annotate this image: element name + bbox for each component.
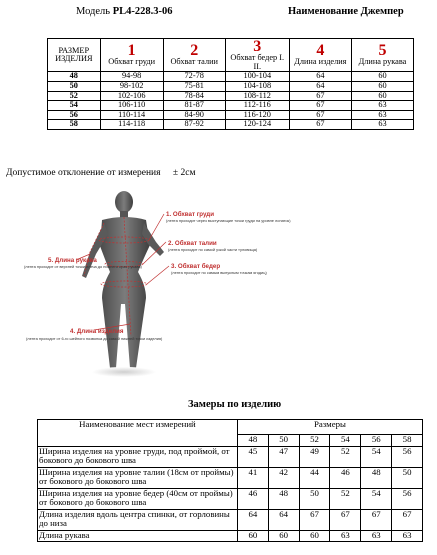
measurement-figure-svg [24, 190, 344, 380]
product-name-header [288, 6, 404, 17]
measurement-value: 52 [330, 447, 361, 468]
size-header-cell [48, 39, 101, 72]
chest-cell: 98-102 [100, 82, 163, 92]
measurement-name: Ширина изделия на уровне бедер (40см от проймы) от бокового до бокового шва [38, 489, 238, 510]
size-table-header-row [48, 39, 414, 72]
measurement-value: 64 [237, 510, 268, 531]
sleeve-cell: 60 [351, 82, 413, 92]
size-header: 50 [268, 435, 299, 447]
measurement-name: Ширина изделия на уровне талии (18см от проймы) от бокового до бокового шва [38, 468, 238, 489]
hips-cell: 108-112 [225, 91, 289, 101]
sleeve-cell: 60 [351, 72, 413, 82]
measurement-name: Длина рукава [38, 531, 238, 542]
col-header-2 [163, 39, 225, 72]
label-hips [171, 263, 267, 275]
table-row [38, 531, 423, 542]
col-label: Обхват талии [170, 57, 218, 67]
measurement-figure [24, 190, 344, 380]
table-row [38, 510, 423, 531]
size-header: 54 [330, 435, 361, 447]
col-header-4 [289, 39, 351, 72]
label-chest [166, 211, 291, 223]
measurement-value: 48 [268, 489, 299, 510]
sleeve-cell: 63 [351, 101, 413, 111]
waist-cell: 78-84 [163, 91, 225, 101]
size-header: 56 [361, 435, 392, 447]
measurement-value: 67 [330, 510, 361, 531]
name-label: Наименование [288, 6, 358, 17]
length-cell: 67 [289, 110, 351, 120]
measurement-name: Ширина изделия на уровне груди, под проймой, от бокового до бокового шва [38, 447, 238, 468]
col-header-3 [225, 39, 289, 72]
measurement-value: 63 [330, 531, 361, 542]
label-waist-note: (лента проходит по самой узкой части туловища) [168, 247, 258, 252]
waist-cell: 81-87 [163, 101, 225, 111]
table-row [48, 110, 414, 120]
length-cell: 67 [289, 101, 351, 111]
col-label: Обхват груди [108, 57, 156, 67]
chest-cell: 110-114 [100, 110, 163, 120]
model-code: PL4-228.3-06 [112, 6, 173, 17]
measurement-value: 60 [299, 531, 330, 542]
measurements-header-row [38, 420, 423, 435]
measurements-name-header: Наименование мест измерений [38, 420, 238, 447]
measurement-value: 56 [392, 447, 423, 468]
sleeve-cell: 60 [351, 91, 413, 101]
measurements-title: Замеры по изделию [188, 399, 282, 410]
hips-cell: 112-116 [225, 101, 289, 111]
measurement-value: 54 [361, 447, 392, 468]
label-hips-note: (лента проходит по самым выпуклым точкам ягодиц) [171, 270, 267, 275]
measurement-value: 54 [361, 489, 392, 510]
size-header: 58 [392, 435, 423, 447]
measurement-name: Длина изделия вдоль центра спинки, от горловины до низа [38, 510, 238, 531]
size-cell: 52 [48, 91, 101, 101]
tolerance-note [6, 168, 195, 178]
size-cell: 56 [48, 110, 101, 120]
table-row [38, 489, 423, 510]
measurement-value: 50 [299, 489, 330, 510]
label-hips-title: 3. Обхват бедер [171, 263, 221, 270]
table-row [48, 72, 414, 82]
measurements-table [37, 419, 423, 542]
col-header-5 [351, 39, 413, 72]
tolerance-value: ± 2см [172, 168, 196, 178]
col-label: Длина изделия [294, 57, 347, 67]
table-row [48, 120, 414, 130]
measurement-value: 44 [299, 468, 330, 489]
measurement-value: 49 [299, 447, 330, 468]
label-length [26, 328, 163, 341]
col-header-1 [100, 39, 163, 72]
size-table [47, 38, 414, 130]
label-sleeve-title: 5. Длина рукава [48, 257, 97, 264]
chest-cell: 94-98 [100, 72, 163, 82]
measurement-value: 56 [392, 489, 423, 510]
sleeve-cell: 63 [351, 110, 413, 120]
measurement-value: 47 [268, 447, 299, 468]
col-label: Длина рукава [358, 57, 407, 67]
table-row [48, 82, 414, 92]
label-length-note: (лента проходит от 6-го шейного позвонка до самой нижней точки изделия) [26, 336, 163, 341]
length-cell: 67 [289, 91, 351, 101]
sleeve-cell: 63 [351, 120, 413, 130]
measurement-value: 60 [268, 531, 299, 542]
label-chest-note: (лента проходит через выступающие точки груди на уровне лопаток) [166, 218, 291, 223]
waist-cell: 75-81 [163, 82, 225, 92]
length-cell: 64 [289, 82, 351, 92]
name-value: Джемпер [360, 6, 404, 17]
size-header-label: РАЗМЕР ИЗДЕЛИЯ [55, 45, 93, 64]
length-cell: 64 [289, 72, 351, 82]
hips-cell: 120-124 [225, 120, 289, 130]
measurement-value: 45 [237, 447, 268, 468]
measurement-value: 48 [361, 468, 392, 489]
label-waist [168, 240, 258, 252]
measurement-value: 42 [268, 468, 299, 489]
label-chest-title: 1. Обхват груди [166, 211, 215, 218]
label-waist-title: 2. Обхват талии [168, 240, 217, 247]
size-cell: 48 [48, 72, 101, 82]
hips-cell: 116-120 [225, 110, 289, 120]
measurements-sizes-header: Размеры [237, 420, 422, 435]
tolerance-label: Допустимое отклонение от измерения [6, 168, 161, 178]
waist-cell: 72-78 [163, 72, 225, 82]
measurement-value: 67 [361, 510, 392, 531]
model-label: Модель [76, 6, 111, 17]
size-cell: 54 [48, 101, 101, 111]
hips-cell: 104-108 [225, 82, 289, 92]
measurement-value: 67 [392, 510, 423, 531]
measurement-value: 67 [299, 510, 330, 531]
hips-cell: 100-104 [225, 72, 289, 82]
size-header: 48 [237, 435, 268, 447]
model-header [76, 6, 172, 17]
table-row [48, 101, 414, 111]
measurement-value: 52 [330, 489, 361, 510]
size-cell: 50 [48, 82, 101, 92]
label-sleeve-note: (лента проходит от верхней точки плеча до нижнего края рукава) [24, 264, 142, 269]
measurement-value: 46 [330, 468, 361, 489]
table-row [38, 468, 423, 489]
measurement-value: 63 [392, 531, 423, 542]
waist-cell: 87-92 [163, 120, 225, 130]
chest-cell: 106-110 [100, 101, 163, 111]
length-cell: 67 [289, 120, 351, 130]
mannequin-silhouette [82, 191, 164, 377]
col-number: 1 [127, 42, 136, 60]
measurement-value: 60 [237, 531, 268, 542]
measurement-value: 41 [237, 468, 268, 489]
measurement-value: 50 [392, 468, 423, 489]
col-number: 2 [190, 42, 199, 60]
chest-cell: 114-118 [100, 120, 163, 130]
col-number: 3 [253, 38, 262, 55]
label-length-title: 4. Длина изделия [70, 328, 124, 335]
chest-cell: 102-106 [100, 91, 163, 101]
waist-cell: 84-90 [163, 110, 225, 120]
size-cell: 58 [48, 120, 101, 130]
measurement-value: 46 [237, 489, 268, 510]
col-number: 5 [378, 42, 387, 60]
measurement-value: 63 [361, 531, 392, 542]
table-row [38, 447, 423, 468]
table-row [48, 91, 414, 101]
size-header: 52 [299, 435, 330, 447]
col-number: 4 [316, 42, 325, 60]
col-label: Обхват бедер I. II. [230, 53, 285, 71]
measurement-value: 64 [268, 510, 299, 531]
